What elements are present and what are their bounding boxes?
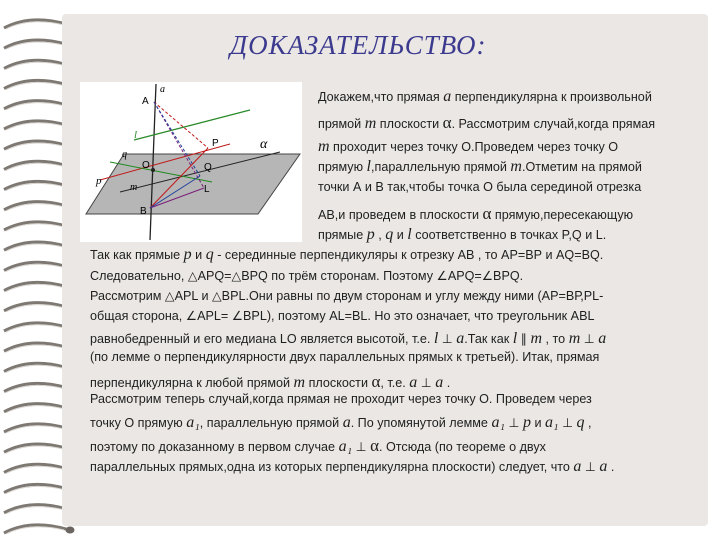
proof-line <box>90 308 594 323</box>
proof-line <box>318 113 655 133</box>
label-q: q <box>122 149 127 160</box>
label-P: P <box>212 138 219 149</box>
math-symbol: p <box>522 414 531 431</box>
text-segment: перпендикулярна к произвольной <box>451 90 652 104</box>
label-alpha: α <box>260 137 268 152</box>
text-segment: точку О прямую <box>90 416 187 430</box>
text-segment: и <box>393 228 408 242</box>
text-segment: . Рассмотрим случай,когда прямая <box>451 117 656 131</box>
text-segment: .Так как <box>464 332 513 346</box>
label-m: m <box>130 182 138 193</box>
math-symbol: a₁ <box>545 414 559 431</box>
text-segment: Рассмотрим △APL и △BPL.Они равны по двум сторонам и углу между ними (АР=ВР,PL- <box>90 289 604 303</box>
text-segment: прямые <box>318 228 367 242</box>
label-l: l <box>134 129 138 141</box>
text-segment: . Отсюда (по теореме о двух <box>379 440 546 454</box>
text-segment: прямую,пересекающую <box>491 208 634 222</box>
proof-line <box>90 436 546 456</box>
text-segment: точки А и В так,чтобы точка О была серединой отрезка <box>318 180 642 194</box>
text-segment: ⊥ <box>505 416 523 430</box>
proof-line <box>90 330 606 348</box>
math-symbol: m <box>510 158 522 175</box>
math-symbol: m <box>364 115 377 132</box>
math-symbol: l <box>407 226 412 243</box>
math-symbol: l <box>512 330 518 347</box>
text-segment: поэтому по доказанному в первом случае <box>90 440 339 454</box>
text-segment: плоскости <box>376 117 443 131</box>
segment-AP <box>154 102 208 148</box>
math-symbol: a <box>443 88 452 105</box>
math-symbol: m <box>318 138 330 155</box>
proof-line <box>318 138 618 156</box>
text-segment: . По упомянутой лемме <box>350 416 492 430</box>
proof-line <box>90 458 614 476</box>
proof-line <box>318 204 633 224</box>
text-segment: ,параллельную прямой <box>371 160 511 174</box>
proof-line <box>90 246 603 264</box>
math-symbol: a₁ <box>186 414 200 431</box>
math-symbol: α <box>442 113 452 132</box>
proof-line <box>318 158 642 176</box>
text-segment: . <box>443 376 451 390</box>
math-symbol: a <box>456 330 465 347</box>
math-symbol: m <box>568 330 581 347</box>
proof-line <box>318 226 606 244</box>
math-symbol: p <box>366 226 375 243</box>
label-L: L <box>204 184 210 195</box>
text-segment: ⊥ <box>558 416 577 430</box>
text-segment: проходит через точку О.Проведем через точку О <box>329 140 619 154</box>
text-segment: , параллельную прямой <box>199 416 343 430</box>
proof-line <box>318 88 652 106</box>
text-segment: ⊥ <box>352 440 371 454</box>
text-segment: , то <box>542 332 569 346</box>
text-segment: прямую <box>318 160 367 174</box>
label-A: A <box>142 96 149 107</box>
text-segment: равнобедренный и его медиана LO является высотой, т.е. <box>90 332 434 346</box>
text-segment: Так как прямые <box>90 248 184 262</box>
math-symbol: l <box>433 330 439 347</box>
label-O: O <box>142 160 150 171</box>
text-segment: Докажем,что прямая <box>318 90 444 104</box>
proof-line <box>90 392 592 406</box>
math-symbol: a <box>409 374 418 391</box>
math-symbol: q <box>385 226 394 243</box>
text-segment: ⊥ <box>417 376 436 390</box>
math-symbol: a₁ <box>491 414 505 431</box>
math-symbol: α <box>482 204 492 223</box>
text-segment: соответственно в точках P,Q и L. <box>411 228 607 242</box>
text-segment: , <box>374 228 386 242</box>
text-segment: ⊥ <box>580 332 599 346</box>
math-symbol: α <box>370 436 380 455</box>
point-O <box>151 168 155 172</box>
math-symbol: p <box>183 246 192 263</box>
math-symbol: m <box>530 330 543 347</box>
text-segment: и <box>530 416 546 430</box>
label-p: p <box>96 175 102 187</box>
figure-drawing <box>80 82 302 242</box>
proof-line <box>90 288 603 303</box>
text-segment: плоскости <box>305 376 372 390</box>
math-symbol: a₁ <box>338 438 353 455</box>
proof-line <box>90 350 599 364</box>
math-symbol: q <box>205 246 214 263</box>
math-symbol: a <box>342 414 351 431</box>
text-segment: . <box>607 460 615 474</box>
label-Q: Q <box>204 162 212 173</box>
math-symbol: α <box>371 372 381 391</box>
math-symbol: a <box>573 458 582 475</box>
text-segment: ∥ <box>517 332 531 346</box>
text-segment: и <box>191 248 206 262</box>
math-symbol: m <box>293 374 306 391</box>
spiral-ring <box>4 525 75 534</box>
text-segment: (по лемме о перпендикулярности двух параллельных прямых к третьей). Итак, прямая <box>90 350 600 364</box>
math-symbol: l <box>366 158 371 175</box>
text-segment: параллельных прямых,одна из которых перпендикулярна плоскости) следует, что <box>90 460 574 474</box>
math-symbol: a <box>598 330 607 347</box>
proof-line <box>90 372 450 392</box>
math-symbol: a <box>435 374 444 391</box>
text-segment: Рассмотрим теперь случай,когда прямая не проходит через точку О. Проведем через <box>90 392 592 406</box>
math-symbol: a <box>599 458 608 475</box>
proof-line <box>90 414 592 432</box>
slide-title: ДОКАЗАТЕЛЬСТВО: <box>230 30 487 60</box>
text-segment: ⊥ <box>438 332 457 346</box>
text-segment: прямой <box>318 117 365 131</box>
line-l <box>134 110 250 140</box>
text-segment: Следовательно, △APQ=△BPQ по трём сторонам. Поэтому ∠APQ=∠BPQ. <box>90 269 524 283</box>
text-segment: общая сторона, ∠APL= ∠BPL), поэтому AL=BL. Но это означает, что треугольник ABL <box>90 309 595 323</box>
text-segment: , <box>584 416 592 430</box>
text-segment: перпендикулярна к любой прямой <box>90 376 294 390</box>
label-a: a <box>160 84 165 95</box>
text-segment: , т.е. <box>380 376 410 390</box>
text-segment: АВ,и проведем в плоскости <box>318 208 483 222</box>
text-segment: .Отметим на прямой <box>521 160 642 174</box>
proof-line <box>318 180 641 194</box>
text-segment: - серединные перпендикуляры к отрезку АВ , то АР=ВР и AQ=BQ. <box>213 248 604 262</box>
geometry-figure <box>80 82 302 242</box>
text-segment: ⊥ <box>581 460 600 474</box>
proof-line <box>90 268 523 283</box>
label-B: B <box>140 206 147 217</box>
math-symbol: q <box>576 414 585 431</box>
